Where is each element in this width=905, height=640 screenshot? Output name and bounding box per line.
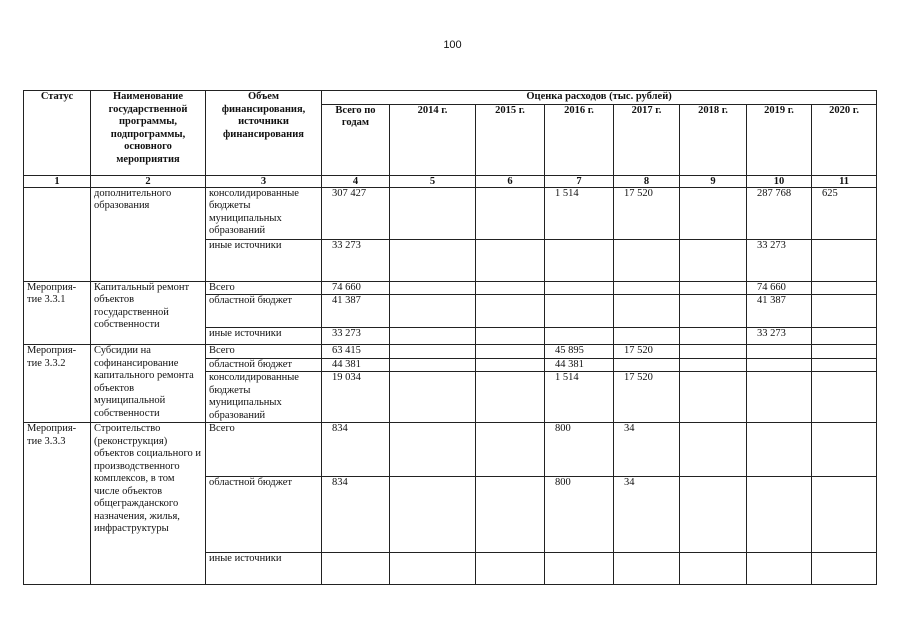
year-value-cell: 33 273	[747, 328, 812, 345]
year-value-cell	[545, 553, 614, 585]
funding-source-cell: иные источники	[206, 239, 322, 281]
year-value-cell	[545, 239, 614, 281]
year-value-cell	[747, 345, 812, 359]
column-number: 3	[206, 175, 322, 187]
year-value-cell	[614, 358, 680, 372]
year-value-cell	[812, 328, 877, 345]
header-estimate: Оценка расходов (тыс. рублей)	[322, 91, 877, 105]
status-cell: Мероприя-тие 3.3.2	[24, 345, 91, 423]
header-year: 2014 г.	[390, 104, 476, 175]
funding-source-cell: областной бюджет	[206, 358, 322, 372]
status-cell	[24, 187, 91, 281]
year-value-cell: 44 381	[545, 358, 614, 372]
year-value-cell	[747, 553, 812, 585]
year-value-cell	[390, 358, 476, 372]
column-number: 9	[680, 175, 747, 187]
year-value-cell	[614, 281, 680, 295]
table-row	[24, 423, 877, 477]
year-value-cell	[390, 372, 476, 423]
total-value-cell: 41 387	[322, 295, 390, 328]
year-value-cell	[476, 345, 545, 359]
year-value-cell	[390, 477, 476, 553]
funding-source-cell: областной бюджет	[206, 295, 322, 328]
year-value-cell	[680, 345, 747, 359]
year-value-cell	[476, 187, 545, 239]
year-value-cell: 1 514	[545, 372, 614, 423]
year-value-cell	[545, 281, 614, 295]
column-number: 11	[812, 175, 877, 187]
year-value-cell: 800	[545, 477, 614, 553]
year-value-cell	[680, 372, 747, 423]
table-row	[24, 187, 877, 239]
year-value-cell	[680, 328, 747, 345]
year-value-cell	[680, 477, 747, 553]
year-value-cell	[680, 187, 747, 239]
year-value-cell	[812, 295, 877, 328]
total-value-cell: 63 415	[322, 345, 390, 359]
year-value-cell	[614, 295, 680, 328]
year-value-cell	[476, 295, 545, 328]
year-value-cell	[812, 345, 877, 359]
year-value-cell: 1 514	[545, 187, 614, 239]
total-value-cell: 307 427	[322, 187, 390, 239]
year-value-cell	[680, 239, 747, 281]
header-year: 2016 г.	[545, 104, 614, 175]
total-value-cell: 33 273	[322, 239, 390, 281]
column-number: 1	[24, 175, 91, 187]
year-value-cell: 34	[614, 423, 680, 477]
program-name-cell: Строительство (реконструкция) объектов социального и производственного комплексов, в том числе объектов общегражданского назначения, жилья, инфраструктуры	[91, 423, 206, 585]
column-number: 5	[390, 175, 476, 187]
year-value-cell	[390, 281, 476, 295]
program-name-cell: Субсидии на софинансирование капитального ремонта объектов муниципальной собственности	[91, 345, 206, 423]
year-value-cell	[812, 553, 877, 585]
year-value-cell	[680, 358, 747, 372]
year-value-cell	[614, 553, 680, 585]
year-value-cell	[614, 328, 680, 345]
year-value-cell	[476, 423, 545, 477]
program-name-cell: дополнительного образования	[91, 187, 206, 281]
year-value-cell	[614, 239, 680, 281]
header-status: Статус	[24, 91, 91, 176]
total-value-cell: 74 660	[322, 281, 390, 295]
column-number: 2	[91, 175, 206, 187]
year-value-cell	[680, 295, 747, 328]
column-number: 7	[545, 175, 614, 187]
year-value-cell	[476, 281, 545, 295]
funding-source-cell: Всего	[206, 281, 322, 295]
header-total: Всего по годам	[322, 104, 390, 175]
year-value-cell: 17 520	[614, 187, 680, 239]
year-value-cell	[390, 187, 476, 239]
year-value-cell: 17 520	[614, 372, 680, 423]
header-volume: Объем финансирования, источники финансирования	[206, 91, 322, 176]
budget-table	[23, 90, 877, 585]
funding-source-cell: консолидированные бюджеты муниципальных образований	[206, 372, 322, 423]
year-value-cell	[812, 239, 877, 281]
year-value-cell	[680, 281, 747, 295]
funding-source-cell: Всего	[206, 345, 322, 359]
header-year: 2018 г.	[680, 104, 747, 175]
year-value-cell	[812, 372, 877, 423]
year-value-cell	[747, 358, 812, 372]
year-value-cell: 34	[614, 477, 680, 553]
total-value-cell	[322, 553, 390, 585]
year-value-cell	[545, 328, 614, 345]
table-row	[24, 345, 877, 359]
table-body	[24, 187, 877, 585]
year-value-cell	[680, 423, 747, 477]
year-value-cell	[747, 372, 812, 423]
total-value-cell: 19 034	[322, 372, 390, 423]
year-value-cell	[476, 239, 545, 281]
header-year: 2020 г.	[812, 104, 877, 175]
year-value-cell	[747, 477, 812, 553]
column-number: 6	[476, 175, 545, 187]
status-cell: Мероприя-тие 3.3.1	[24, 281, 91, 345]
year-value-cell: 287 768	[747, 187, 812, 239]
header-year: 2017 г.	[614, 104, 680, 175]
funding-source-cell: иные источники	[206, 553, 322, 585]
year-value-cell	[812, 423, 877, 477]
funding-source-cell: областной бюджет	[206, 477, 322, 553]
page-number: 100	[443, 39, 462, 51]
funding-source-cell: иные источники	[206, 328, 322, 345]
total-value-cell: 834	[322, 477, 390, 553]
year-value-cell: 625	[812, 187, 877, 239]
total-value-cell: 834	[322, 423, 390, 477]
year-value-cell: 17 520	[614, 345, 680, 359]
year-value-cell: 41 387	[747, 295, 812, 328]
year-value-cell	[390, 295, 476, 328]
year-value-cell	[476, 372, 545, 423]
total-value-cell: 33 273	[322, 328, 390, 345]
year-value-cell	[747, 423, 812, 477]
year-value-cell	[812, 477, 877, 553]
year-value-cell	[390, 553, 476, 585]
year-value-cell	[476, 477, 545, 553]
year-value-cell: 74 660	[747, 281, 812, 295]
program-name-cell: Капитальный ремонт объектов государственной собственности	[91, 281, 206, 345]
total-value-cell: 44 381	[322, 358, 390, 372]
column-number: 8	[614, 175, 680, 187]
status-cell: Мероприя-тие 3.3.3	[24, 423, 91, 585]
year-value-cell	[476, 553, 545, 585]
header-year: 2015 г.	[476, 104, 545, 175]
table-row	[24, 281, 877, 295]
year-value-cell	[545, 295, 614, 328]
header-year: 2019 г.	[747, 104, 812, 175]
year-value-cell	[680, 553, 747, 585]
year-value-cell: 45 895	[545, 345, 614, 359]
year-value-cell	[390, 328, 476, 345]
year-value-cell: 800	[545, 423, 614, 477]
funding-source-cell: консолидированные бюджеты муниципальных образований	[206, 187, 322, 239]
year-value-cell: 33 273	[747, 239, 812, 281]
year-value-cell	[476, 328, 545, 345]
column-number: 4	[322, 175, 390, 187]
funding-source-cell: Всего	[206, 423, 322, 477]
year-value-cell	[812, 281, 877, 295]
year-value-cell	[390, 423, 476, 477]
column-number: 10	[747, 175, 812, 187]
year-value-cell	[390, 239, 476, 281]
year-value-cell	[476, 358, 545, 372]
header-name: Наименование государственной программы, подпрограммы, основного мероприятия	[91, 91, 206, 176]
year-value-cell	[812, 358, 877, 372]
year-value-cell	[390, 345, 476, 359]
